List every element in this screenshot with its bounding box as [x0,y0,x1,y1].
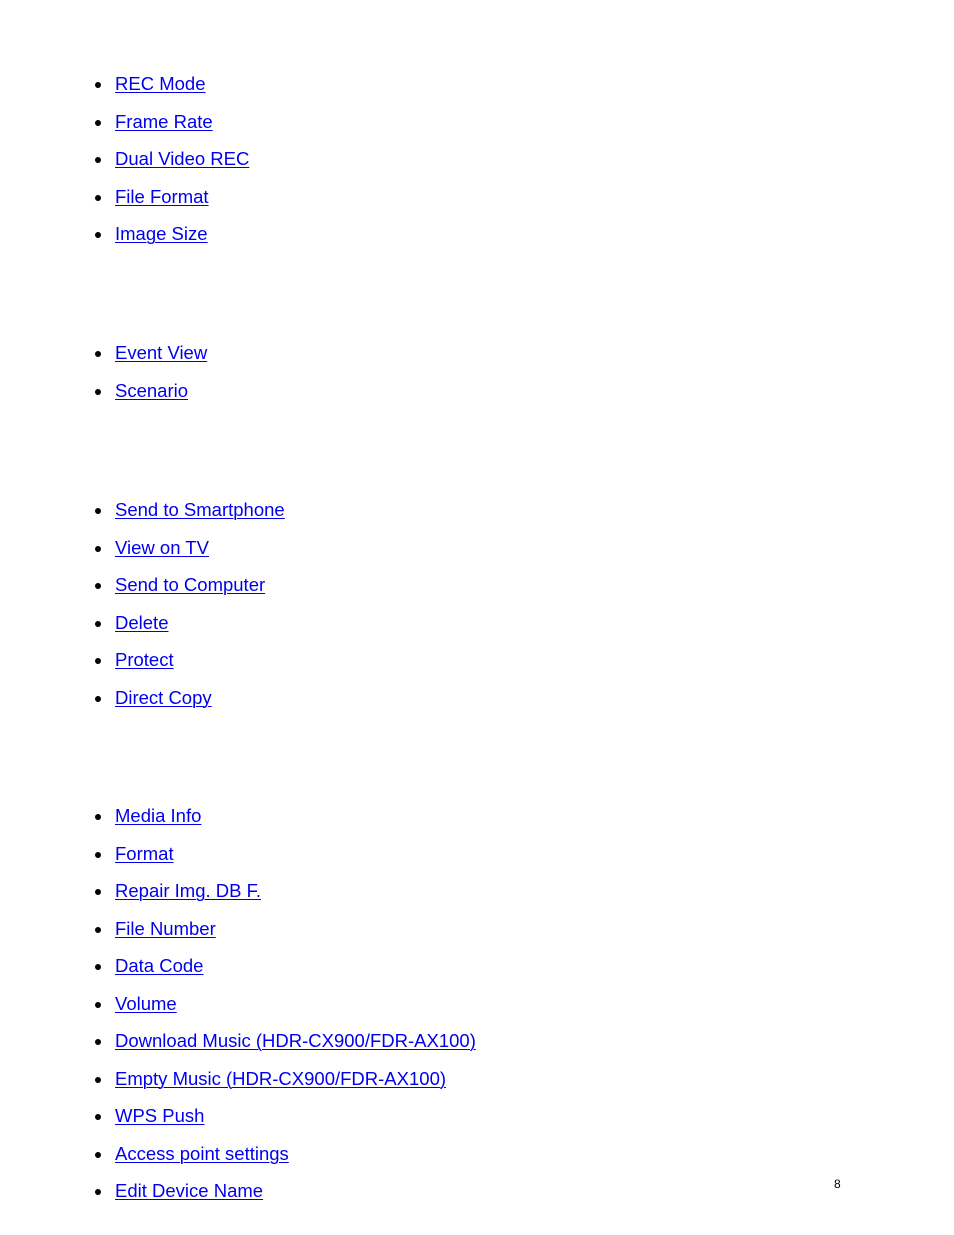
playback-function-link-list [0,342,207,417]
bullet-icon [95,927,101,933]
list-item [0,111,249,149]
list-item [0,1030,476,1068]
bullet-icon [95,508,101,514]
link-volume[interactable]: Volume [115,992,177,1014]
bullet-icon [95,1002,101,1008]
list-item [0,148,249,186]
bullet-icon [95,621,101,627]
edit-copy-link-list [0,499,285,724]
bullet-icon [95,1189,101,1195]
link-edit-device-name[interactable]: Edit Device Name [115,1180,264,1201]
bullet-icon [95,1039,101,1045]
list-item [0,186,249,224]
list-item [0,1068,476,1106]
list-item [0,499,285,537]
list-item [0,843,476,881]
link-scenario[interactable]: Scenario [115,379,189,401]
link-wps-push[interactable]: WPS Push [115,1105,205,1126]
list-item [0,574,285,612]
link-image-size[interactable]: Image Size [115,223,208,244]
list-item [0,342,207,380]
link-direct-copy[interactable]: Direct Copy [115,686,212,708]
list-item [0,380,207,418]
bullet-icon [95,120,101,126]
link-media-info[interactable]: Media Info [115,805,202,826]
setup-link-list [0,805,476,1218]
bullet-icon [95,1152,101,1158]
list-item [0,649,285,687]
list-item [0,918,476,956]
link-download-music[interactable]: Download Music (HDR-CX900/FDR-AX100) [115,1030,476,1051]
link-rec-mode[interactable]: REC Mode [115,73,206,94]
bullet-icon [95,658,101,664]
list-item [0,687,285,725]
link-data-code[interactable]: Data Code [115,955,204,976]
bullet-icon [95,546,101,552]
list-item [0,880,476,918]
link-empty-music[interactable]: Empty Music (HDR-CX900/FDR-AX100) [115,1067,447,1089]
link-file-format[interactable]: File Format [115,185,209,207]
link-repair-img-db-f[interactable]: Repair Img. DB F. [115,880,261,901]
link-dual-video-rec[interactable]: Dual Video REC [115,148,250,169]
bullet-icon [95,82,101,88]
page-number: 8 [834,1177,841,1191]
list-item [0,537,285,575]
list-item [0,73,249,111]
link-frame-rate[interactable]: Frame Rate [115,110,213,132]
bullet-icon [95,814,101,820]
bullet-icon [95,389,101,395]
list-item [0,955,476,993]
bullet-icon [95,1114,101,1120]
link-access-point-settings[interactable]: Access point settings [115,1142,289,1164]
bullet-icon [95,157,101,163]
list-item [0,223,249,261]
link-protect[interactable]: Protect [115,649,174,670]
list-item [0,1180,476,1218]
list-item [0,1143,476,1181]
bullet-icon [95,232,101,238]
bullet-icon [95,964,101,970]
bullet-icon [95,889,101,895]
bullet-icon [95,696,101,702]
link-delete[interactable]: Delete [115,611,169,633]
link-file-number[interactable]: File Number [115,917,216,939]
shooting-settings-link-list [0,73,249,261]
link-send-to-smartphone[interactable]: Send to Smartphone [115,499,285,520]
list-item [0,993,476,1031]
link-send-to-computer[interactable]: Send to Computer [115,574,266,595]
bullet-icon [95,1077,101,1083]
link-view-on-tv[interactable]: View on TV [115,536,209,558]
link-format[interactable]: Format [115,842,174,864]
list-item [0,805,476,843]
bullet-icon [95,195,101,201]
list-item [0,612,285,650]
link-event-view[interactable]: Event View [115,342,208,363]
bullet-icon [95,852,101,858]
list-item [0,1105,476,1143]
bullet-icon [95,583,101,589]
bullet-icon [95,351,101,357]
